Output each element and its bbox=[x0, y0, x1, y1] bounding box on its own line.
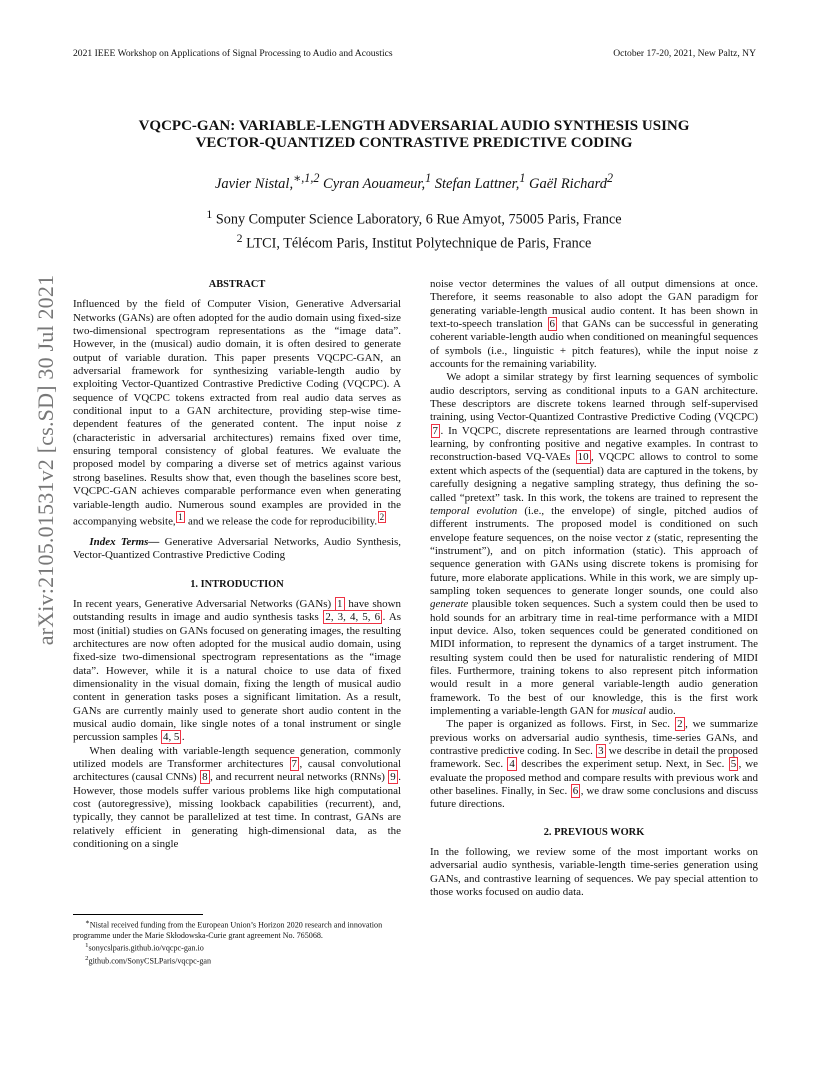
affiliation-1: $^1$ Sony Computer Science Laboratory, 6 Rue Amyot, 75005 Paris, France bbox=[206, 207, 622, 228]
author-name: Gaël Richard bbox=[525, 175, 608, 192]
section-link[interactable]: 5 bbox=[730, 758, 737, 771]
footnote: ∗Nistal received funding from the European Union’s Horizon 2020 research and innovation programme under the Marie Skłodowska-Curie grant agreement No. 765068. bbox=[73, 919, 383, 940]
body-paragraph: noise vector determines the values of all output dimensions at once. Therefore, it seems reasonable to also adopt the GAN paradigm for generating variable-length musical audio content. It has been shown in text-to-speech translation 6 that GANs can be successful in generating coherent variable-length audio when conditioned on meaningful sequences of symbols (i.e., linguistic + pitch features), while the input noise z accounts for the remaining variability. bbox=[430, 278, 758, 371]
title-line-2: VECTOR-QUANTIZED CONTRASTIVE PREDICTIVE CODING bbox=[195, 135, 633, 151]
affiliation-2: $^2$ LTCI, Télécom Paris, Institut Polytechnique de Paris, France bbox=[236, 231, 592, 252]
paper-title bbox=[60, 118, 768, 152]
author-sup: ∗,1,2 bbox=[293, 171, 320, 185]
section-link[interactable]: 3 bbox=[598, 745, 604, 758]
footnote-link[interactable]: 1 bbox=[178, 511, 183, 522]
index-terms: Index Terms— Generative Adversarial Networks, Audio Synthesis, Vector-Quantized Contrastive Predictive Coding bbox=[73, 535, 401, 562]
author-sup: 1 bbox=[519, 171, 526, 185]
section-link[interactable]: 2 bbox=[677, 718, 683, 731]
author-sup: 2 bbox=[607, 171, 614, 185]
footnote-link[interactable]: 2 bbox=[379, 511, 385, 522]
author-name: Cyran Aouameur, bbox=[319, 175, 426, 192]
footnote-url[interactable]: github.com/SonyCSLParis/vqcpc-gan bbox=[88, 956, 212, 966]
citation-link[interactable]: 9 bbox=[390, 771, 396, 784]
section-link[interactable]: 6 bbox=[572, 785, 579, 798]
author-name: Javier Nistal, bbox=[214, 175, 294, 192]
author-list bbox=[60, 170, 768, 193]
running-header-right: October 17-20, 2021, New Paltz, NY bbox=[613, 48, 756, 59]
citation-link[interactable]: 1 bbox=[337, 597, 343, 610]
author-sup: 1 bbox=[425, 171, 432, 185]
title-line-1: VQCPC-GAN: VARIABLE-LENGTH ADVERSARIAL AUDIO SYNTHESIS USING bbox=[138, 118, 690, 134]
footnote-url[interactable]: sonycslparis.github.io/vqcpc-gan.io bbox=[88, 943, 204, 953]
intro-heading: 1. INTRODUCTION bbox=[190, 578, 284, 590]
abstract-heading: ABSTRACT bbox=[208, 279, 266, 290]
citation-link[interactable]: 10 bbox=[577, 451, 589, 464]
footnote: $^1$sonycslparis.github.io/vqcpc-gan.io bbox=[85, 942, 204, 953]
citation-link[interactable]: 2, 3, 4, 5, 6 bbox=[325, 611, 381, 624]
citation-link[interactable]: 6 bbox=[549, 318, 555, 331]
abstract-text: Influenced by the field of Computer Vision, Generative Adversarial Networks (GANs) are often adopted for the audio domain using fixed-size two-dimensional spectrogram representations as the “image data”. However, in the (musical) audio domain, it is often desired to generate output of variable duration. This paper presents VQCPC-GAN, an adversarial framework for synthesizing variable-length audio by exploiting Vector-Quantized Contrastive Predictive Coding (VQCPC). A sequence of VQCPC tokens extracted from real audio data serves as conditional input to a GAN architecture, providing step-wise time-dependent features of the generated content. The input noise z (characteristic in adversarial architectures) remains fixed over time, ensuring temporal consistency of global features. We evaluate the proposed model by comparing a diverse set of metrics against various strong baselines. Results show that, even though the baselines score best, VQCPC-GAN achieves comparable performance even when generating variable-length audio. Numerous sound examples are provided in the accompanying website, $^1$ and we release the code for reproducibility. $^2$ bbox=[73, 298, 401, 528]
citation-link[interactable]: 4, 5 bbox=[162, 731, 180, 744]
citation-link[interactable]: 8 bbox=[202, 771, 208, 784]
section-link[interactable]: 4 bbox=[509, 758, 515, 771]
footnotes bbox=[73, 914, 401, 967]
citation-link[interactable]: 7 bbox=[432, 424, 438, 437]
intro-paragraph: In recent years, Generative Adversarial Networks (GANs) 1 have shown outstanding results in image and audio synthesis tasks 2, 3, 4, 5, 6 . As most (initial) studies on GANs focused on generating images, the resulting architectures are now often adopted for the musical audio domain, using fixed-size two-dimensional spectrogram representations as the “image data”. However, while it is a natural choice to use data of fixed dimensionality in the visual domain, fixing the length of musical audio content in generation tasks poses a significant limitation. As a result, GANs are currently mainly used to generate short audio content in the musical audio domain, like single notes of a tonal instrument or single percussion samples 4, 5 . bbox=[73, 597, 401, 744]
affiliations bbox=[60, 205, 768, 253]
author-name: Stefan Lattner, bbox=[431, 175, 520, 192]
arxiv-stamp[interactable]: arXiv:2105.01531v2 [cs.SD] 30 Jul 2021 bbox=[33, 274, 58, 646]
body-paragraph: We adopt a similar strategy by first learning sequences of symbolic audio descriptors, serving as conditional inputs to a GAN architecture. These descriptors are discrete tokens learned through self-supervised training, using Vector-Quantized Contrastive Predictive Coding (VQCPC) 7 . In VQCPC, discrete representations are learned through contrastive learning, by confronting positive and negative examples. In contrast to reconstruction-based VQ-VAEs 10 , VQCPC allows to control to some extent which aspects of the (sequential) data are captured in the tokens, by carefully designing a negative sampling strategy, thus defining the so-called “pretext” task. In this work, the tokens are trained to represent the temporal evolution (i.e., the envelope) of single, pitched audios of different instruments. The proposed model is conditioned on such envelope feature sequences, on the noise vector z (static, representing the “instrument”), and on pitch information (static). This approach of sequence generation with GANs using discrete tokens is promising for future, more elaborate applications. While in this work, we are simply up-sampling token sequences to generate longer sounds, one could also generate plausible token sequences. Such a system could then be used to hold sounds for an arbitrary time in real-time performance with a MIDI input device. Also, token sequences could be generated conditioned on MIDI information, to represent the dynamics of a target instrument. The resulting system could then be used for naturalistic rendering of MIDI files. Furthermore, training tokens to also represent pitch information would result in a more general variable-length audio generation framework. To the best of our knowledge, this is the first work implementing a variable-length GAN for musical audio. bbox=[430, 371, 758, 717]
citation-link[interactable]: 7 bbox=[291, 757, 297, 770]
intro-paragraph: When dealing with variable-length sequence generation, commonly utilized models are Transformer architectures 7 , causal convolutional architectures (causal CNNs) 8 , and recurrent neural networks (RNNs) 9 . However, those models suffer various problems like high computational cost (autoregressive), missing lookback capabilities (recurrent), and, typically, they cannot be parallelized at test time. In contrast, GANs are relatively efficient in generating high-dimensional data, as the conditioning on a single bbox=[73, 744, 401, 851]
body-paragraph: In the following, we review some of the most important works on adversarial audio synthesis, variable-length time-series generation using GANs, and contrastive learning of sequences. We pay special attention to those works focused on audio data. bbox=[430, 846, 758, 899]
right-column bbox=[430, 278, 758, 899]
footnote-rule bbox=[73, 914, 203, 915]
body-paragraph: The paper is organized as follows. First, in Sec. 2 , we summarize previous works on adversarial audio synthesis, time-series GANs, and contrastive predictive coding. In Sec. 3 we describe in detail the proposed framework. Sec. 4 describes the experiment setup. Next, in Sec. 5 , we evaluate the proposed method and compare results with previous work and other baselines. Finally, in Sec. 6 , we draw some conclusions and discuss future directions. bbox=[430, 718, 758, 811]
footnote: $^2$github.com/SonyCSLParis/vqcpc-gan bbox=[85, 955, 212, 966]
running-header-left: 2021 IEEE Workshop on Applications of Signal Processing to Audio and Acoustics bbox=[73, 48, 393, 59]
section-heading: 2. PREVIOUS WORK bbox=[543, 826, 645, 838]
left-column bbox=[73, 278, 401, 851]
